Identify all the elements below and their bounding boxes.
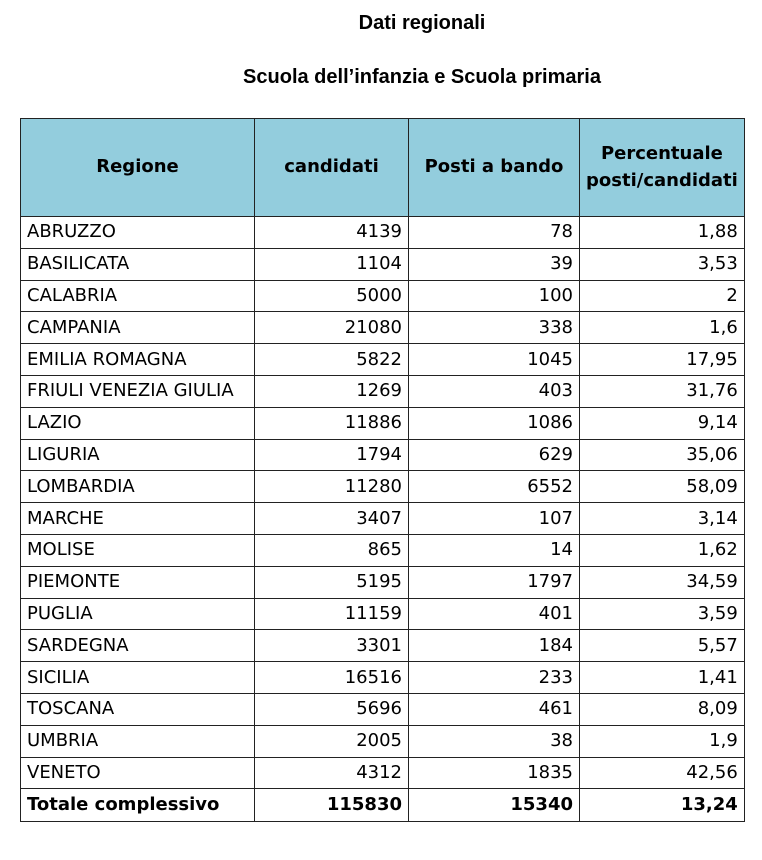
cell-regione: UMBRIA (21, 725, 255, 757)
cell-posti: 184 (409, 630, 580, 662)
cell-posti: 78 (409, 217, 580, 249)
cell-regione: PUGLIA (21, 598, 255, 630)
table-row (21, 534, 745, 566)
table-row (21, 312, 745, 344)
cell-candidati: 1104 (255, 248, 409, 280)
cell-percentuale: 17,95 (580, 344, 745, 376)
cell-candidati: 3407 (255, 503, 409, 535)
cell-regione: CALABRIA (21, 280, 255, 312)
cell-percentuale: 5,57 (580, 630, 745, 662)
total-cell-posti: 15340 (409, 789, 580, 822)
cell-candidati: 11280 (255, 471, 409, 503)
total-row (21, 789, 745, 822)
cell-candidati: 5696 (255, 693, 409, 725)
header-regione: Regione (21, 119, 255, 217)
cell-posti: 233 (409, 662, 580, 694)
cell-candidati: 5000 (255, 280, 409, 312)
cell-candidati: 21080 (255, 312, 409, 344)
header-row (21, 119, 745, 217)
cell-percentuale: 2 (580, 280, 745, 312)
table-header (21, 119, 745, 217)
cell-candidati: 1269 (255, 375, 409, 407)
cell-regione: LOMBARDIA (21, 471, 255, 503)
cell-candidati: 3301 (255, 630, 409, 662)
cell-regione: SICILIA (21, 662, 255, 694)
table-row (21, 725, 745, 757)
cell-candidati: 5822 (255, 344, 409, 376)
cell-percentuale: 3,53 (580, 248, 745, 280)
cell-posti: 1797 (409, 566, 580, 598)
cell-posti: 1086 (409, 407, 580, 439)
table-row (21, 598, 745, 630)
table-row (21, 566, 745, 598)
cell-candidati: 5195 (255, 566, 409, 598)
total-cell-percentuale: 13,24 (580, 789, 745, 822)
cell-percentuale: 42,56 (580, 757, 745, 789)
cell-percentuale: 34,59 (580, 566, 745, 598)
table-row (21, 407, 745, 439)
cell-percentuale: 1,6 (580, 312, 745, 344)
table-row (21, 439, 745, 471)
table-body (21, 217, 745, 822)
table-row (21, 280, 745, 312)
cell-percentuale: 31,76 (580, 375, 745, 407)
header-posti-a-bando: Posti a bando (409, 119, 580, 217)
cell-candidati: 11159 (255, 598, 409, 630)
header-candidati: candidati (255, 119, 409, 217)
cell-candidati: 16516 (255, 662, 409, 694)
page-subtitle: Scuola dell’infanzia e Scuola primaria (243, 66, 601, 88)
cell-posti: 1835 (409, 757, 580, 789)
cell-regione: FRIULI VENEZIA GIULIA (21, 375, 255, 407)
cell-regione: MOLISE (21, 534, 255, 566)
cell-candidati: 1794 (255, 439, 409, 471)
cell-regione: LIGURIA (21, 439, 255, 471)
table-row (21, 375, 745, 407)
cell-regione: ABRUZZO (21, 217, 255, 249)
page-title: Dati regionali (358, 12, 486, 34)
cell-regione: EMILIA ROMAGNA (21, 344, 255, 376)
cell-posti: 14 (409, 534, 580, 566)
cell-posti: 403 (409, 375, 580, 407)
cell-posti: 100 (409, 280, 580, 312)
cell-regione: MARCHE (21, 503, 255, 535)
cell-posti: 338 (409, 312, 580, 344)
cell-candidati: 865 (255, 534, 409, 566)
cell-posti: 401 (409, 598, 580, 630)
table-row (21, 217, 745, 249)
cell-regione: PIEMONTE (21, 566, 255, 598)
table-row (21, 503, 745, 535)
table-row (21, 662, 745, 694)
cell-posti: 461 (409, 693, 580, 725)
cell-percentuale: 9,14 (580, 407, 745, 439)
cell-percentuale: 3,59 (580, 598, 745, 630)
cell-percentuale: 58,09 (580, 471, 745, 503)
table-row (21, 757, 745, 789)
cell-percentuale: 1,41 (580, 662, 745, 694)
total-cell-regione: Totale complessivo (21, 789, 255, 822)
cell-candidati: 11886 (255, 407, 409, 439)
table-row (21, 693, 745, 725)
cell-regione: CAMPANIA (21, 312, 255, 344)
cell-percentuale: 1,9 (580, 725, 745, 757)
cell-regione: BASILICATA (21, 248, 255, 280)
cell-percentuale: 1,88 (580, 217, 745, 249)
cell-candidati: 4312 (255, 757, 409, 789)
cell-posti: 6552 (409, 471, 580, 503)
total-cell-candidati: 115830 (255, 789, 409, 822)
cell-posti: 107 (409, 503, 580, 535)
header-percentuale: Percentuale posti/candidati (580, 119, 745, 217)
cell-regione: LAZIO (21, 407, 255, 439)
cell-posti: 38 (409, 725, 580, 757)
cell-candidati: 2005 (255, 725, 409, 757)
table-row (21, 248, 745, 280)
cell-regione: TOSCANA (21, 693, 255, 725)
cell-percentuale: 35,06 (580, 439, 745, 471)
cell-regione: SARDEGNA (21, 630, 255, 662)
cell-percentuale: 8,09 (580, 693, 745, 725)
cell-percentuale: 3,14 (580, 503, 745, 535)
cell-posti: 39 (409, 248, 580, 280)
cell-regione: VENETO (21, 757, 255, 789)
cell-percentuale: 1,62 (580, 534, 745, 566)
regional-data-table (20, 118, 745, 822)
table-row (21, 344, 745, 376)
table-row (21, 471, 745, 503)
cell-candidati: 4139 (255, 217, 409, 249)
table-row (21, 630, 745, 662)
cell-posti: 629 (409, 439, 580, 471)
cell-posti: 1045 (409, 344, 580, 376)
